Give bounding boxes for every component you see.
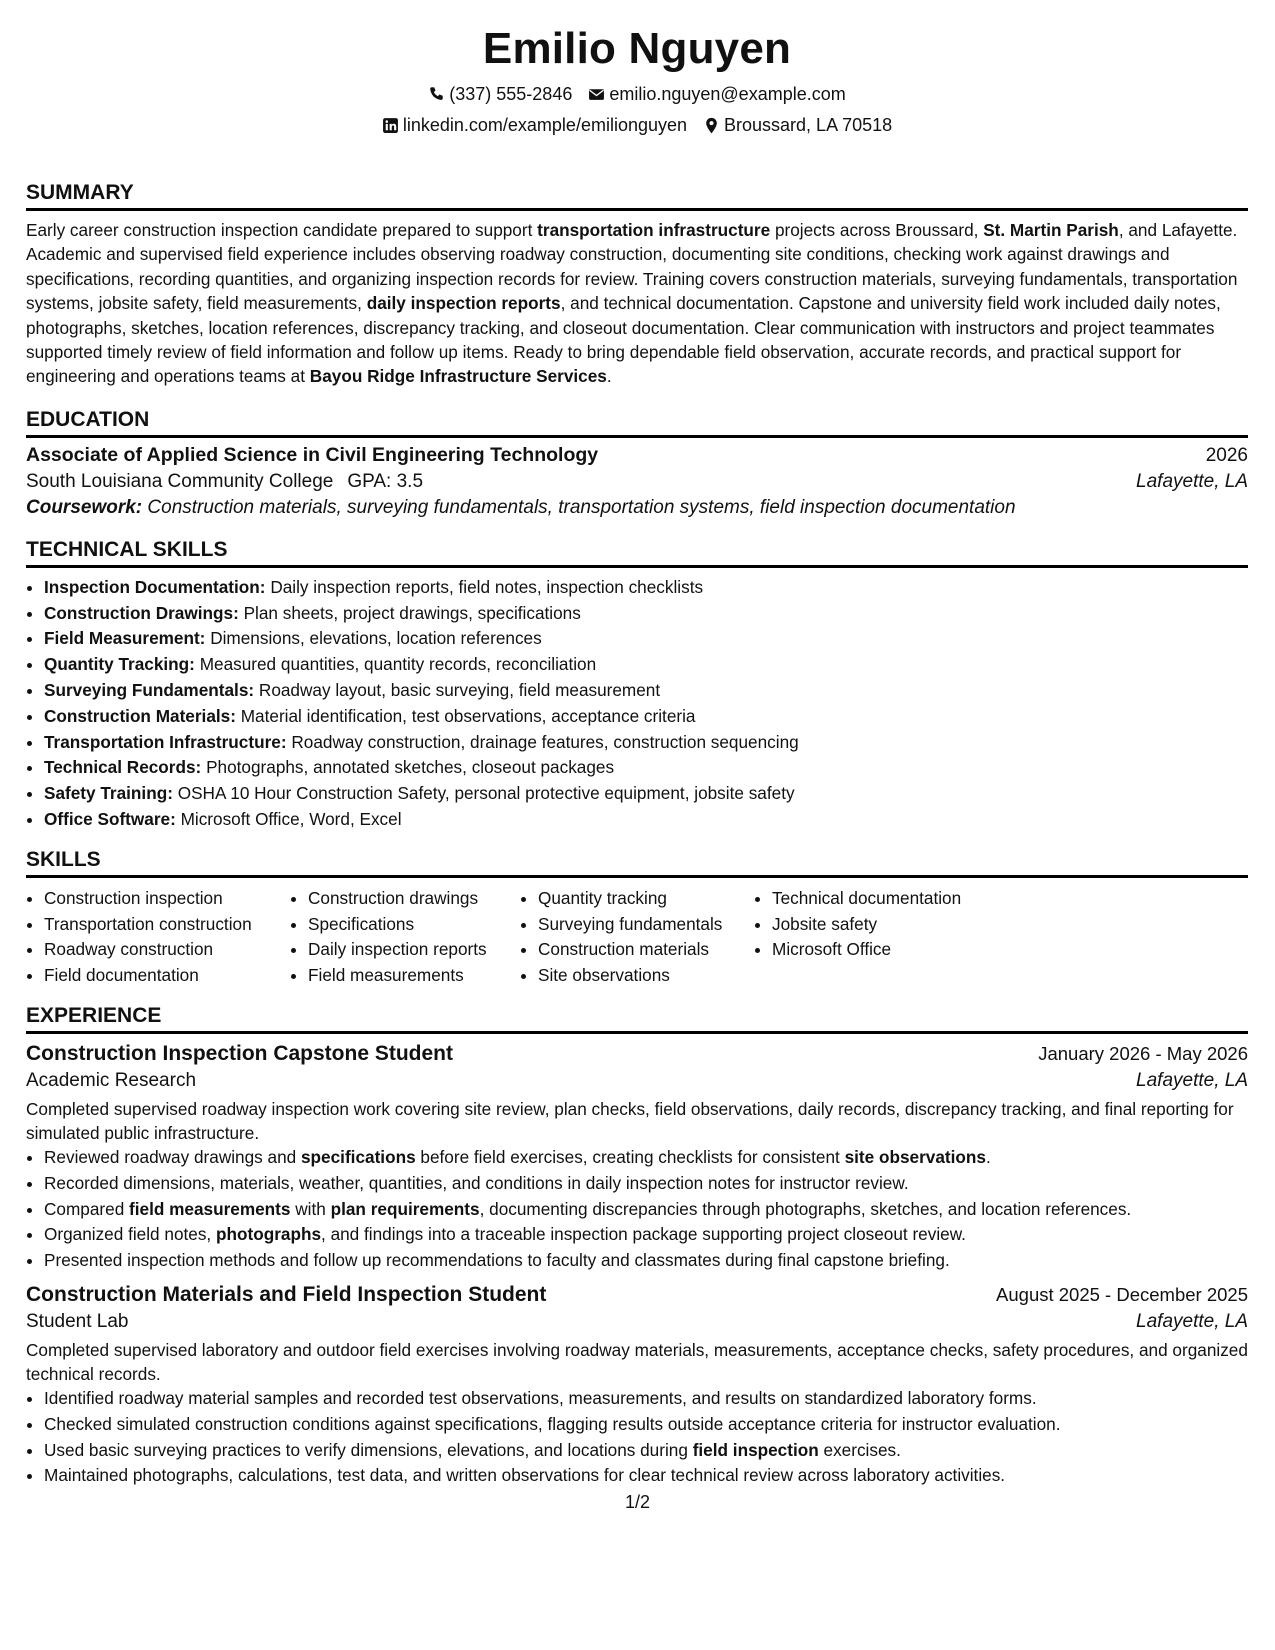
technical-skill-label: Quantity Tracking: xyxy=(44,654,195,675)
location-text: Broussard, LA 70518 xyxy=(724,115,893,135)
experience-list xyxy=(26,1042,1248,1489)
gpa: GPA: 3.5 xyxy=(347,470,424,492)
school-location: Lafayette, LA xyxy=(1136,470,1248,492)
job-description: Completed supervised laboratory and outdoor field exercises involving roadway materials, measurements, acceptance checks, safety procedures, and organized technical records. xyxy=(26,1339,1248,1384)
technical-skill-item xyxy=(44,652,1248,678)
technical-skill-value: Roadway construction, drainage features, construction sequencing xyxy=(291,731,799,752)
skill-item: • Field measurements xyxy=(308,963,520,989)
technical-skill-label: Inspection Documentation: xyxy=(44,576,266,597)
experience-org-row xyxy=(26,1311,1248,1333)
skill-item: • Quantity tracking xyxy=(538,886,754,912)
education-heading: EDUCATION xyxy=(26,407,1248,438)
technical-skill-label: Technical Records: xyxy=(44,757,202,778)
technical-skill-label: Office Software: xyxy=(44,809,176,830)
job-organization: Student Lab xyxy=(26,1310,129,1332)
skill-item: • Transportation construction xyxy=(44,912,290,938)
experience-heading: EXPERIENCE xyxy=(26,1003,1248,1034)
technical-skill-item xyxy=(44,730,1248,756)
skill-item: • Jobsite safety xyxy=(772,912,961,938)
skills-column xyxy=(290,886,520,989)
technical-skills-list xyxy=(26,575,1248,833)
job-bullet: • Checked simulated construction conditions against specifications, flagging results outside acceptance criteria for instructor evaluation. xyxy=(44,1412,1248,1438)
skill-item: • Construction drawings xyxy=(308,886,520,912)
contact-location xyxy=(703,113,892,137)
degree-title: Associate of Applied Science in Civil Engineering Technology xyxy=(26,443,599,466)
job-bullet: • Reviewed roadway drawings and specifications before field exercises, creating checklists for consistent site observations. xyxy=(44,1145,1248,1171)
job-bullets xyxy=(26,1145,1248,1274)
envelope-icon xyxy=(588,86,605,103)
job-bullet: • Identified roadway material samples and recorded test observations, measurements, and results on standardized laboratory forms. xyxy=(44,1386,1248,1412)
technical-skill-item xyxy=(44,807,1248,833)
contact-email xyxy=(588,82,845,106)
skill-item: • Construction inspection xyxy=(44,886,290,912)
technical-skill-value: Microsoft Office, Word, Excel xyxy=(180,809,402,830)
linkedin-icon xyxy=(382,117,399,134)
contact-line-2 xyxy=(26,113,1248,137)
skills-grid xyxy=(26,886,1248,989)
education-school-row xyxy=(26,471,1248,493)
skill-item: • Roadway construction xyxy=(44,937,290,963)
technical-skill-value: Plan sheets, project drawings, specifications xyxy=(243,602,581,623)
graduation-year: 2026 xyxy=(1205,444,1248,466)
job-location: Lafayette, LA xyxy=(1136,1310,1248,1332)
technical-skill-value: Photographs, annotated sketches, closeout packages xyxy=(206,757,615,778)
technical-skill-value: OSHA 10 Hour Construction Safety, personal protective equipment, jobsite safety xyxy=(177,783,795,804)
summary-heading: SUMMARY xyxy=(26,180,1248,211)
coursework-label: Coursework: xyxy=(26,496,143,518)
experience-org-row xyxy=(26,1070,1248,1092)
job-bullet: • Used basic surveying practices to verify dimensions, elevations, and locations during field inspection exercises. xyxy=(44,1438,1248,1464)
technical-skill-label: Surveying Fundamentals: xyxy=(44,680,255,701)
job-dates: January 2026 - May 2026 xyxy=(1038,1043,1248,1064)
skills-column xyxy=(520,886,754,989)
technical-skill-value: Material identification, test observations, acceptance criteria xyxy=(240,705,696,726)
skill-item: • Daily inspection reports xyxy=(308,937,520,963)
technical-skill-value: Dimensions, elevations, location references xyxy=(210,628,542,649)
phone-text: (337) 555-2846 xyxy=(449,84,573,104)
experience-entry xyxy=(26,1042,1248,1274)
technical-skill-item xyxy=(44,781,1248,807)
technical-skill-value: Roadway layout, basic surveying, field measurement xyxy=(258,680,661,701)
technical-skill-label: Safety Training: xyxy=(44,783,173,804)
resume-header xyxy=(26,22,1248,137)
technical-skill-label: Transportation Infrastructure: xyxy=(44,731,287,752)
job-dates: August 2025 - December 2025 xyxy=(996,1283,1248,1305)
technical-skills-heading: TECHNICAL SKILLS xyxy=(26,537,1248,568)
job-bullet: • Recorded dimensions, materials, weather, quantities, and conditions in daily inspection notes for instructor review. xyxy=(44,1171,1248,1197)
job-bullet: • Presented inspection methods and follow up recommendations to faculty and classmates during final capstone briefing. xyxy=(44,1248,1248,1274)
skill-item: • Site observations xyxy=(538,963,754,989)
job-description: Completed supervised roadway inspection work covering site review, plan checks, field observations, daily records, discrepancy tracking, and final reporting for simulated public infrastructure. xyxy=(26,1099,1234,1143)
job-title: Construction Materials and Field Inspection Student xyxy=(26,1282,547,1306)
technical-skill-label: Construction Drawings: xyxy=(44,602,239,623)
email-link[interactable]: emilio.nguyen@example.com xyxy=(609,84,846,104)
technical-skill-item xyxy=(44,755,1248,781)
candidate-name: Emilio Nguyen xyxy=(482,24,792,73)
skill-item: • Surveying fundamentals xyxy=(538,912,754,938)
job-title: Construction Inspection Capstone Student xyxy=(26,1042,454,1065)
skill-item: • Specifications xyxy=(308,912,520,938)
skill-item: • Technical documentation xyxy=(772,886,961,912)
technical-skill-item xyxy=(44,704,1248,730)
skills-heading: SKILLS xyxy=(26,847,1248,878)
phone-icon xyxy=(428,86,445,103)
education-degree-row xyxy=(26,444,1248,467)
coursework xyxy=(26,497,1248,519)
experience-entry xyxy=(26,1283,1248,1489)
skill-item: • Field documentation xyxy=(44,963,290,989)
job-bullet: • Compared field measurements with plan requirements, documenting discrepancies through photographs, sketches, and location references. xyxy=(44,1197,1248,1223)
job-bullets xyxy=(26,1386,1248,1489)
contact-phone xyxy=(428,82,572,106)
page-number: 1/2 xyxy=(624,1492,651,1512)
skills-column xyxy=(26,886,290,989)
contact-line-1 xyxy=(26,82,1248,106)
technical-skill-value: Measured quantities, quantity records, reconciliation xyxy=(199,654,597,675)
linkedin-link[interactable]: linkedin.com/example/emilionguyen xyxy=(402,115,688,135)
technical-skill-value: Daily inspection reports, field notes, inspection checklists xyxy=(270,576,704,597)
skills-column xyxy=(754,886,961,989)
map-pin-icon xyxy=(703,117,720,134)
skill-item: • Microsoft Office xyxy=(772,937,961,963)
technical-skill-item xyxy=(44,626,1248,652)
school-name: South Louisiana Community College xyxy=(26,470,334,492)
skill-item: • Construction materials xyxy=(538,937,754,963)
technical-skill-label: Field Measurement: xyxy=(44,628,206,649)
coursework-list: Construction materials, surveying fundamentals, transportation systems, field inspection documentation xyxy=(147,496,1016,518)
technical-skill-item xyxy=(44,678,1248,704)
job-bullet: • Maintained photographs, calculations, test data, and written observations for clear technical review across laboratory activities. xyxy=(44,1463,1248,1489)
job-location: Lafayette, LA xyxy=(1136,1070,1248,1091)
summary-text: Early career construction inspection candidate prepared to support transportation infrastructure projects across Broussard, St. Martin Parish, and Lafayette. Academic and supervised field experience includes observing roadway construction, documenting site conditions, checking work against drawings and specifications, recording quantities, and organizing inspection records for review. Training covers construction materials, surveying fundamentals, transportation systems, jobsite safety, field measurements, daily inspection reports, and technical documentation. Capstone and university field work included daily notes, photographs, sketches, location references, discrepancy tracking, and closeout documentation. Clear communication with instructors and project teammates supported timely review of field information and follow up items. Ready to bring dependable field observation, accurate records, and practical support for engineering and operations teams at Bayou Ridge Infrastructure Services. xyxy=(26,220,1238,387)
technical-skill-item xyxy=(44,575,1248,601)
experience-title-row xyxy=(26,1283,1248,1307)
school-line xyxy=(26,471,423,493)
job-organization: Academic Research xyxy=(26,1070,197,1091)
technical-skill-label: Construction Materials: xyxy=(44,705,236,726)
contact-linkedin xyxy=(382,113,687,137)
experience-title-row xyxy=(26,1042,1248,1066)
job-bullet: • Organized field notes, photographs, and findings into a traceable inspection package supporting project closeout review. xyxy=(44,1222,1248,1248)
technical-skill-item xyxy=(44,601,1248,627)
resume-page xyxy=(26,0,1248,1489)
